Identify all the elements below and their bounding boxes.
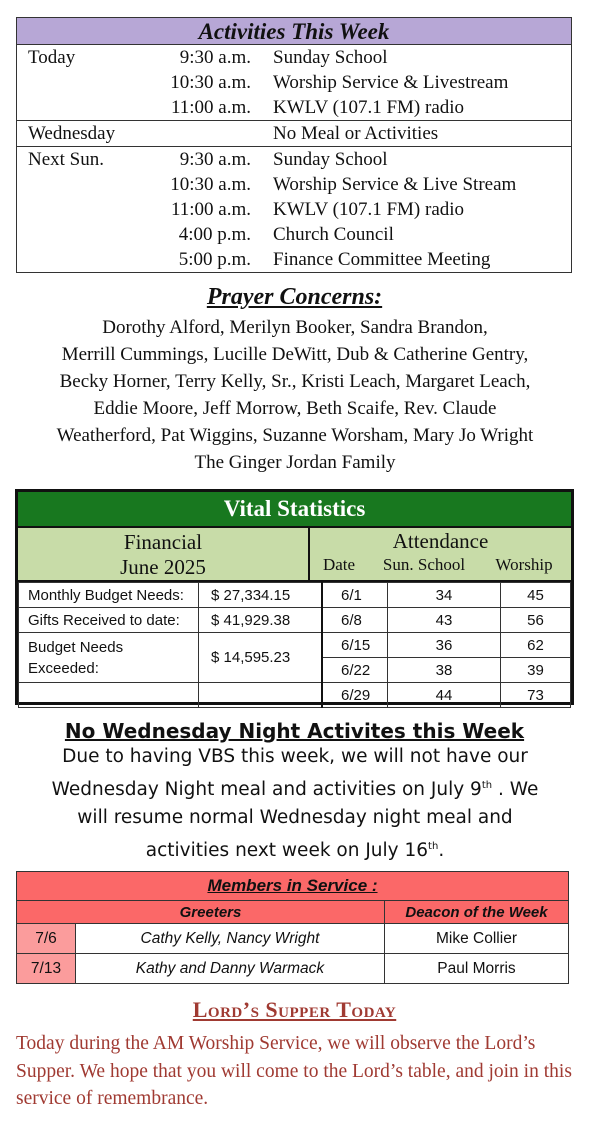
attendance-columns bbox=[310, 554, 571, 576]
activity-row bbox=[17, 247, 572, 273]
activity-time: 9:30 a.m. bbox=[179, 47, 251, 68]
notice-text: . bbox=[438, 839, 445, 861]
prayer-title: Prayer Concerns: bbox=[206, 284, 383, 310]
financial-period: June 2025 bbox=[120, 555, 206, 579]
financial-label-empty bbox=[19, 683, 199, 708]
prayer-line: Becky Horner, Terry Kelly, Sr., Kristi Leach, Margaret Leach, bbox=[59, 371, 531, 392]
notice-body bbox=[20, 743, 570, 865]
prayer-list bbox=[20, 314, 570, 476]
activity-time: 4:00 p.m. bbox=[178, 224, 251, 245]
deacon: Paul Morris bbox=[385, 954, 569, 984]
vital-grid bbox=[18, 582, 571, 708]
activities-title: Activities This Week bbox=[16, 17, 572, 45]
members-column-header bbox=[17, 901, 569, 924]
financial-amount: $ 41,929.38 bbox=[199, 608, 323, 633]
col-sun-school: Sun. School bbox=[382, 555, 466, 574]
service-date: 7/6 bbox=[17, 924, 76, 954]
financial-header bbox=[18, 528, 310, 580]
activity-day bbox=[17, 172, 147, 197]
notice-text: Wednesday Night meal and activities on July 9 bbox=[51, 778, 482, 800]
supper-title: Lord’s Supper Today bbox=[192, 997, 397, 1022]
attendance-worship: 45 bbox=[501, 583, 571, 608]
prayer-line: Weatherford, Pat Wiggins, Suzanne Worsham, Mary Jo Wright bbox=[56, 425, 534, 446]
notice-title: No Wednesday Night Activites this Week bbox=[64, 719, 525, 743]
vital-subheader bbox=[18, 528, 571, 582]
activity-time bbox=[146, 121, 259, 147]
notice-line bbox=[20, 833, 570, 866]
activity-day bbox=[17, 222, 147, 247]
activities-group-today bbox=[17, 45, 572, 121]
col-greeters: Greeters bbox=[17, 901, 385, 924]
attendance-school: 38 bbox=[388, 658, 501, 683]
activities-table bbox=[16, 45, 572, 273]
financial-amount: $ 14,595.23 bbox=[199, 633, 323, 683]
vital-row bbox=[19, 583, 571, 608]
members-in-service bbox=[16, 871, 569, 984]
vital-title: Vital Statistics bbox=[18, 492, 571, 528]
financial-amount-empty bbox=[199, 683, 323, 708]
service-date: 7/13 bbox=[17, 954, 76, 984]
notice-text: . We bbox=[492, 778, 539, 800]
notice-line: will resume normal Wednesday night meal and bbox=[77, 807, 513, 829]
prayer-line: The Ginger Jordan Family bbox=[194, 452, 396, 473]
activity-event: Finance Committee Meeting bbox=[273, 249, 491, 270]
attendance-worship: 62 bbox=[501, 633, 571, 658]
attendance-worship: 56 bbox=[501, 608, 571, 633]
attendance-school: 36 bbox=[388, 633, 501, 658]
activity-day: Today bbox=[28, 47, 76, 68]
activity-row bbox=[17, 121, 572, 147]
attendance-worship: 73 bbox=[501, 683, 571, 708]
activity-time: 11:00 a.m. bbox=[170, 199, 251, 220]
vital-row bbox=[19, 683, 571, 708]
activity-event: Sunday School bbox=[273, 149, 388, 170]
vital-statistics bbox=[15, 489, 574, 705]
greeters: Kathy and Danny Warmack bbox=[76, 954, 385, 984]
activity-time: 10:30 a.m. bbox=[170, 174, 251, 195]
activity-time: 9:30 a.m. bbox=[179, 149, 251, 170]
activities-group-next-sunday bbox=[17, 147, 572, 273]
activity-event: Worship Service & Live Stream bbox=[273, 174, 517, 195]
members-row bbox=[17, 924, 569, 954]
notice-sup: th bbox=[428, 840, 439, 852]
activities-group-wednesday bbox=[17, 121, 572, 147]
activity-day: Next Sun. bbox=[28, 149, 104, 170]
vital-row bbox=[19, 608, 571, 633]
activity-row bbox=[17, 172, 572, 197]
activity-row bbox=[17, 95, 572, 121]
financial-title: Financial bbox=[123, 530, 203, 554]
attendance-school: 34 bbox=[388, 583, 501, 608]
financial-label: Monthly Budget Needs: bbox=[19, 583, 199, 608]
attendance-date: 6/22 bbox=[322, 658, 388, 683]
activities-section bbox=[16, 17, 572, 273]
prayer-line: Dorothy Alford, Merilyn Booker, Sandra Brandon, bbox=[102, 317, 488, 338]
activity-row bbox=[17, 222, 572, 247]
deacon: Mike Collier bbox=[385, 924, 569, 954]
vital-row bbox=[19, 633, 571, 658]
attendance-school: 44 bbox=[388, 683, 501, 708]
activity-time: 10:30 a.m. bbox=[170, 72, 251, 93]
activity-row bbox=[17, 147, 572, 173]
attendance-header bbox=[310, 528, 571, 580]
prayer-line: Eddie Moore, Jeff Morrow, Beth Scaife, Rev. Claude bbox=[93, 398, 497, 419]
notice-text: activities next week on July 16 bbox=[145, 839, 429, 861]
attendance-date: 6/1 bbox=[322, 583, 388, 608]
attendance-date: 6/8 bbox=[322, 608, 388, 633]
notice-sup: th bbox=[481, 779, 493, 791]
attendance-title: Attendance bbox=[392, 529, 489, 553]
financial-label: Budget Needs Exceeded: bbox=[19, 633, 199, 683]
activity-event: KWLV (107.1 FM) radio bbox=[273, 199, 465, 220]
members-title: Members in Service : bbox=[17, 872, 569, 901]
activity-row bbox=[17, 197, 572, 222]
prayer-line: Merrill Cummings, Lucille DeWitt, Dub & Catherine Gentry, bbox=[61, 344, 529, 365]
attendance-school: 43 bbox=[388, 608, 501, 633]
activity-event: KWLV (107.1 FM) radio bbox=[273, 97, 465, 118]
activity-time: 11:00 a.m. bbox=[170, 97, 251, 118]
activity-event: Sunday School bbox=[273, 47, 388, 68]
attendance-date: 6/29 bbox=[322, 683, 388, 708]
activity-day bbox=[17, 247, 147, 273]
notice-line: Due to having VBS this week, we will not have our bbox=[62, 746, 528, 767]
financial-amount: $ 27,334.15 bbox=[199, 583, 323, 608]
activity-day bbox=[17, 197, 147, 222]
activity-event: Worship Service & Livestream bbox=[273, 72, 509, 93]
activity-day bbox=[17, 70, 147, 95]
members-row bbox=[17, 954, 569, 984]
col-deacon: Deacon of the Week bbox=[385, 901, 569, 924]
col-date: Date bbox=[322, 555, 356, 574]
financial-label: Gifts Received to date: bbox=[19, 608, 199, 633]
activity-event: Church Council bbox=[273, 224, 394, 245]
activity-row bbox=[17, 70, 572, 95]
activity-day: Wednesday bbox=[28, 123, 116, 144]
attendance-date: 6/15 bbox=[322, 633, 388, 658]
activity-time: 5:00 p.m. bbox=[178, 249, 251, 270]
col-worship: Worship bbox=[495, 555, 553, 574]
attendance-worship: 39 bbox=[501, 658, 571, 683]
activity-event: No Meal or Activities bbox=[273, 123, 439, 144]
activity-row bbox=[17, 45, 572, 70]
activity-day bbox=[17, 95, 147, 121]
notice-line bbox=[20, 772, 570, 805]
supper-body: Today during the AM Worship Service, we will observe the Lord’s Supper. We hope that you will come to the Lord’s table, and join in this service of remembrance. bbox=[16, 1033, 572, 1109]
greeters: Cathy Kelly, Nancy Wright bbox=[76, 924, 385, 954]
